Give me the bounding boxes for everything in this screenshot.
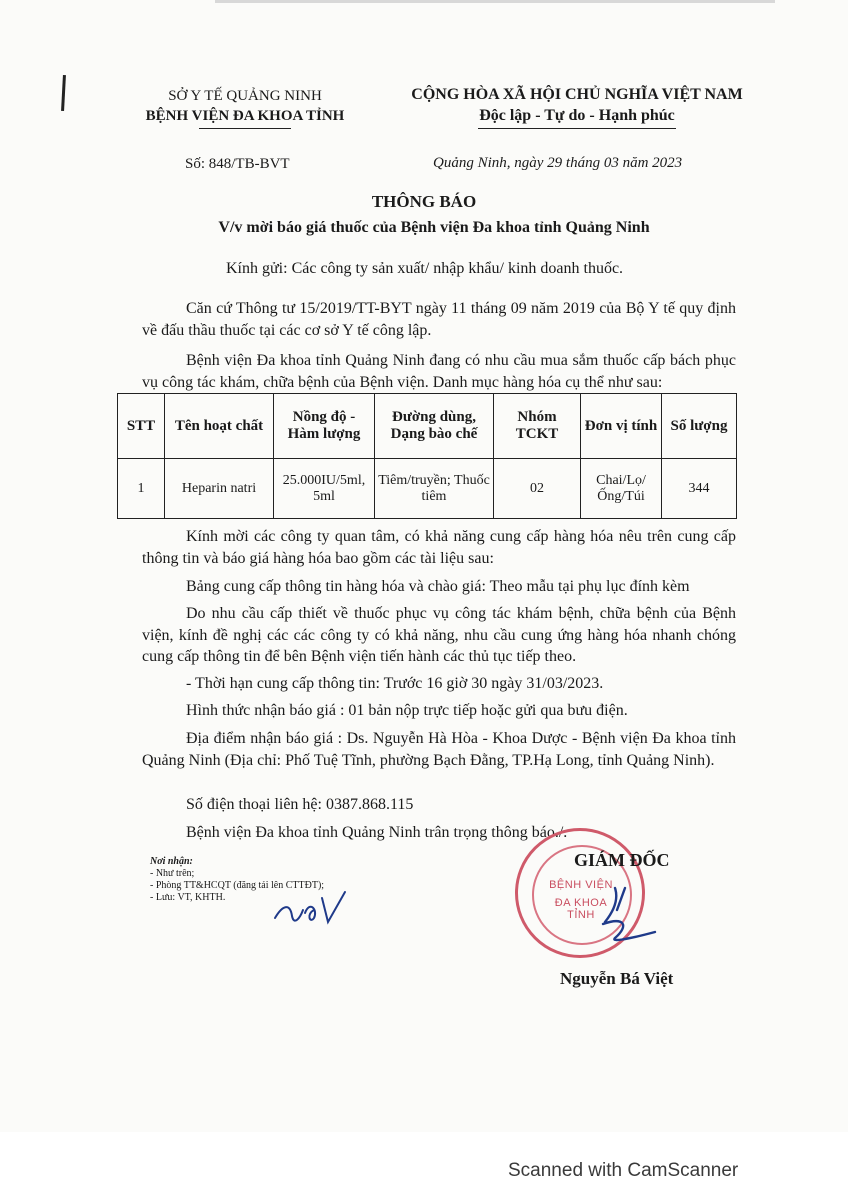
- stamp-text-line2: ĐA KHOA TỈNH: [554, 897, 608, 921]
- paragraph-urgency: Do nhu cầu cấp thiết về thuốc phục vụ công tác khám bệnh, chữa bệnh của Bệnh viện, kính đề nghị các các công ty có khả năng, nhu cầu cung ứng hàng hóa nhanh chóng cung cấp thông tin để bên Bệnh viện tiến hành các thủ tục tiếp theo.: [142, 605, 736, 665]
- cell-concentration: 25.000IU/5ml, 5ml: [274, 459, 375, 519]
- place-date: Quảng Ninh, ngày 29 tháng 03 năm 2023: [433, 155, 683, 171]
- scan-edge-line: [215, 0, 775, 3]
- col-header-concentration: Nồng độ - Hàm lượng: [274, 394, 375, 459]
- stamp-text-line1: BỆNH VIỆN: [549, 879, 613, 891]
- paragraph-invitation: Kính mời các công ty quan tâm, có khả năng cung cấp hàng hóa nêu trên cung cấp thông tin và báo giá hàng hóa bao gồm các tài liệu sau:: [142, 528, 736, 567]
- paragraph-submission-method: Hình thức nhận báo giá : 01 bản nộp trực tiếp hoặc gửi qua bưu điện.: [186, 702, 628, 719]
- paragraph-need: Bệnh viện Đa khoa tỉnh Quảng Ninh đang có nhu cầu mua sắm thuốc cấp bách phục vụ công tác khám, chữa bệnh của Bệnh viện. Danh mục hàng hóa cụ thể như sau:: [142, 352, 736, 391]
- handwritten-signature: [595, 880, 665, 955]
- col-header-route-form: Đường dùng, Dạng bào chế: [375, 394, 494, 459]
- recipients-item: - Phòng TT&HCQT (đăng tải lên CTTĐT);: [150, 880, 325, 891]
- paragraph-deadline: - Thời hạn cung cấp thông tin: Trước 16 giờ 30 ngày 31/03/2023.: [186, 675, 604, 692]
- paragraph-phone: Số điện thoại liên hệ: 0387.868.115: [186, 796, 414, 813]
- paragraph-closing: Bệnh viện Đa khoa tỉnh Quảng Ninh trân trọng thông báo./.: [186, 824, 568, 841]
- document-number: Số: 848/TB-BVT: [185, 156, 290, 172]
- paragraph-legal-basis: Căn cứ Thông tư 15/2019/TT-BYT ngày 11 tháng 09 năm 2019 của Bộ Y tế quy định về đấu thầu thuốc tại các cơ sở Y tế công lập.: [142, 300, 736, 339]
- table-header-row: [118, 394, 737, 459]
- issuer-underline: [199, 128, 291, 129]
- issuer-hospital: BỆNH VIỆN ĐA KHOA TỈNH: [145, 108, 345, 124]
- issuer-department: SỞ Y TẾ QUẢNG NINH: [168, 88, 322, 104]
- recipient-line: Kính gửi: Các công ty sản xuất/ nhập khẩu/ kinh doanh thuốc.: [226, 260, 624, 277]
- col-header-unit: Đơn vị tính: [581, 394, 662, 459]
- document-title: THÔNG BÁO: [371, 192, 477, 211]
- cell-ingredient: Heparin natri: [165, 459, 274, 519]
- motto-underline: [478, 128, 676, 129]
- col-header-ingredient: Tên hoạt chất: [165, 394, 274, 459]
- document-subject: V/v mời báo giá thuốc của Bệnh viện Đa khoa tỉnh Quảng Ninh: [218, 219, 650, 236]
- paragraph-price-sheet: Bảng cung cấp thông tin hàng hóa và chào giá: Theo mẫu tại phụ lục đính kèm: [186, 578, 690, 595]
- recipients-label: Nơi nhận:: [150, 856, 193, 867]
- scanner-watermark: Scanned with CamScanner: [508, 1160, 739, 1181]
- scan-mark: [61, 75, 66, 111]
- national-motto-block: [392, 84, 762, 129]
- recipients-item: - Như trên;: [150, 868, 195, 879]
- col-header-stt: STT: [118, 394, 165, 459]
- recipients-item: - Lưu: VT, KHTH.: [150, 892, 226, 903]
- goods-table: [117, 393, 737, 519]
- cell-route-form: Tiêm/truyền; Thuốc tiêm: [375, 459, 494, 519]
- cell-stt: 1: [118, 459, 165, 519]
- col-header-group: Nhóm TCKT: [494, 394, 581, 459]
- signer-name: Nguyễn Bá Việt: [560, 969, 674, 988]
- cell-unit: Chai/Lọ/ Ống/Túi: [581, 459, 662, 519]
- cell-quantity: 344: [662, 459, 737, 519]
- national-title: CỘNG HÒA XÃ HỘI CHỦ NGHĨA VIỆT NAM: [411, 86, 743, 103]
- cell-group: 02: [494, 459, 581, 519]
- signer-position: GIÁM ĐỐC: [574, 850, 670, 870]
- col-header-quantity: Số lượng: [662, 394, 737, 459]
- national-motto: Độc lập - Tự do - Hạnh phúc: [479, 107, 675, 124]
- issuer-block: [120, 86, 370, 129]
- initials-signature: [270, 888, 350, 933]
- table-row: [118, 459, 737, 519]
- paragraph-submission-address: Địa điểm nhận báo giá : Ds. Nguyễn Hà Hòa - Khoa Dược - Bệnh viện Đa khoa tỉnh Quảng Ninh (Địa chỉ: Phố Tuệ Tĩnh, phường Bạch Đằng, TP.Hạ Long, tỉnh Quảng Ninh).: [142, 730, 736, 769]
